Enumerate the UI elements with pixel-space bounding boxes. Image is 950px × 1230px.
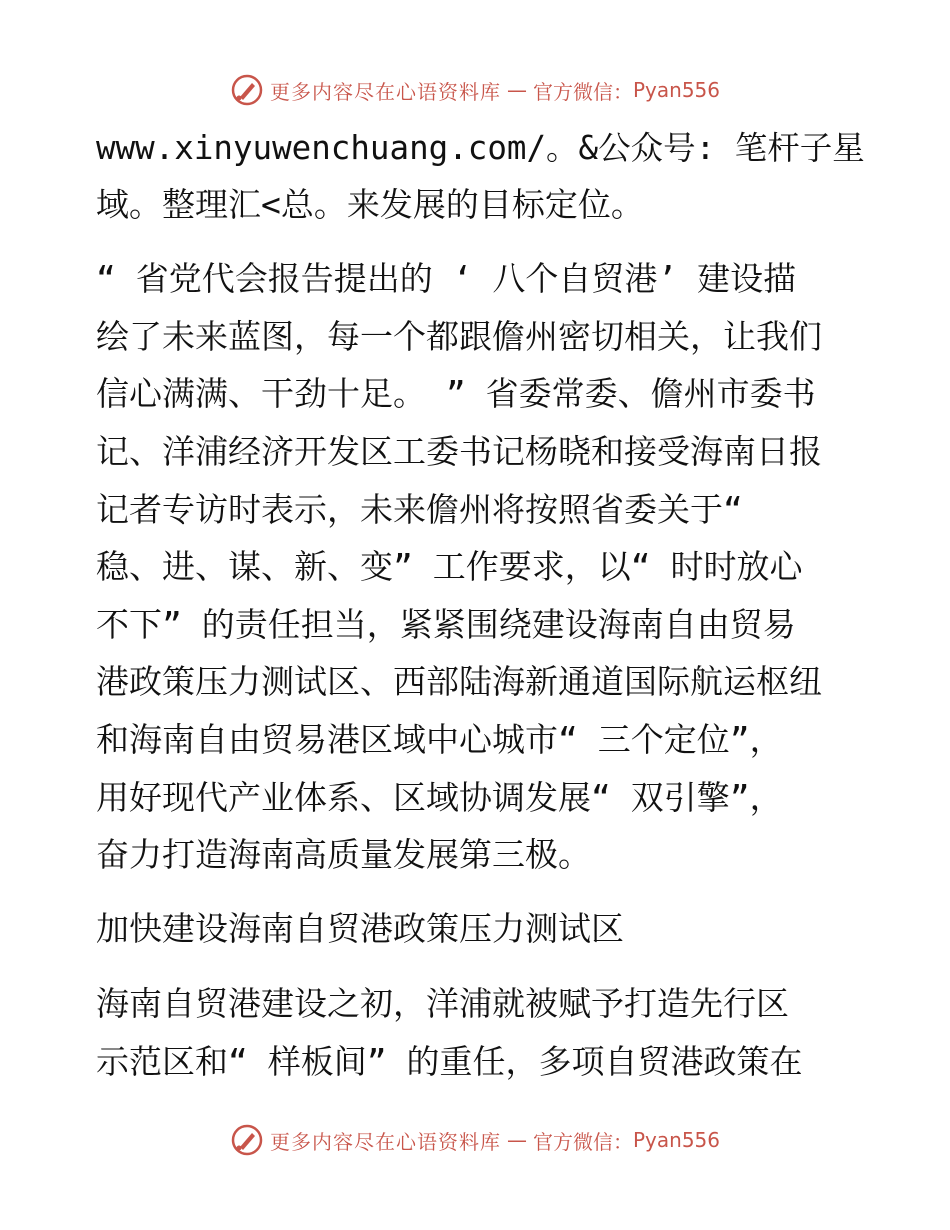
watermark-wechat-label: 官方微信： (532, 1129, 633, 1154)
watermark-site-text: 更多内容尽在心语资料库 (269, 1129, 501, 1154)
body-line: 用好现代产业体系、区域协调发展“ 双引擎”， (96, 778, 783, 817)
body-line: 稳、进、谋、新、变” 工作要求，以“ 时时放心 (96, 547, 803, 586)
body-line: 信心满满、干劲十足。 ” 省委常委、儋州市委书 (96, 374, 816, 413)
watermark-dash: — (506, 1128, 527, 1152)
watermark-wechat-id: Pyan556 (632, 78, 720, 102)
body-line: 记、洋浦经济开发区工委书记杨晓和接受海南日报 (96, 432, 822, 471)
body-line: 绘了未来蓝图，每一个都跟儋州密切相关，让我们 (96, 317, 822, 356)
watermark-site-text: 更多内容尽在心语资料库 (269, 79, 501, 104)
watermark-wechat-id: Pyan556 (632, 1128, 720, 1152)
watermark-dash: — (506, 78, 527, 102)
pen-nib-logo-icon (230, 73, 264, 107)
body-line: 示范区和“ 样板间” 的重任，多项自贸港政策在 (96, 1042, 803, 1081)
section-heading: 加快建设海南自贸港政策压力测试区 (96, 909, 624, 948)
body-line: 记者专访时表示，未来儋州将按照省委关于“ (96, 490, 743, 529)
body-line: 奋力打造海南高质量发展第三极。 (96, 835, 591, 874)
pen-nib-logo-icon (230, 1123, 264, 1157)
body-line: 域。整理汇<总。来发展的目标定位。 (96, 185, 644, 224)
body-line: 和海南自由贸易港区域中心城市“ 三个定位”， (96, 720, 783, 759)
body-line: www.xinyuwenchuang.com/。&公众号: 笔杆子星 (96, 129, 865, 167)
header-watermark-banner (0, 70, 950, 110)
body-line: 海南自贸港建设之初，洋浦就被赋予打造先行区 (96, 984, 789, 1023)
footer-watermark-banner (0, 1120, 950, 1160)
body-line: 不下” 的责任担当，紧紧围绕建设海南自由贸易 (96, 605, 796, 644)
watermark-wechat-label: 官方微信： (532, 79, 633, 104)
body-line: “ 省党代会报告提出的 ‘ 八个自贸港’ 建设描 (96, 259, 797, 298)
body-line: 港政策压力测试区、西部陆海新通道国际航运枢纽 (96, 662, 822, 701)
